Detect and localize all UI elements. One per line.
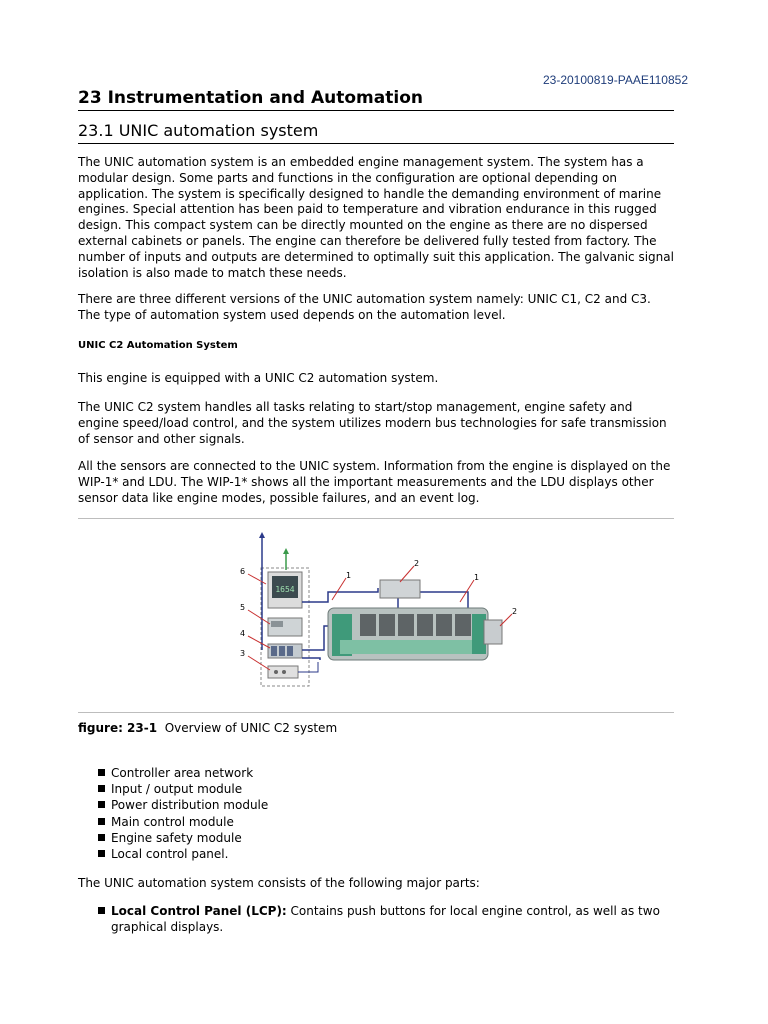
figure-caption-text: Overview of UNIC C2 system	[164, 721, 338, 735]
document-id: 23-20100819-PAAE110852	[542, 73, 688, 87]
list-item: Controller area network	[98, 765, 268, 781]
paragraph-c2-tasks	[78, 400, 678, 447]
list-item: Local control panel.	[98, 846, 268, 862]
callout-leader	[248, 610, 270, 624]
callout-label: 2	[414, 559, 420, 568]
callout-label: 1	[474, 573, 480, 582]
callout-label: 3	[240, 649, 246, 658]
paragraph-major-parts	[78, 876, 678, 892]
paragraph-intro	[78, 155, 678, 281]
bullet-icon	[98, 769, 105, 776]
module-detail	[287, 646, 293, 656]
chapter-heading: 23 Instrumentation and Automation	[78, 88, 674, 111]
text-line: The UNIC automation system consists of the following major parts:	[78, 876, 480, 890]
lcp-description-continued: graphical displays.	[111, 920, 224, 934]
paragraph-sensors	[78, 459, 678, 506]
bus-line	[302, 588, 378, 602]
text-line: The UNIC C2 system handles all tasks relating to start/stop management, engine safety and	[78, 400, 633, 414]
section-heading: 23.1 UNIC automation system	[78, 121, 674, 144]
callout-label: 1	[346, 571, 352, 580]
display-readout: 1654	[275, 585, 295, 594]
figure-caption	[78, 721, 337, 735]
unic-c2-overview-figure	[228, 530, 540, 698]
callout-leader	[248, 656, 270, 670]
module-detail	[271, 646, 277, 656]
text-line: design. This compact system can be directly mounted on the engine as there are no dispersed	[78, 218, 648, 233]
button-icon	[282, 670, 286, 674]
text-line: All the sensors are connected to the UNIC system. Information from the engine is displayed on the	[78, 459, 671, 473]
cylinder-head	[417, 614, 433, 636]
cylinder-head	[398, 614, 414, 636]
bullet-icon	[98, 818, 105, 825]
cylinder-head	[436, 614, 452, 636]
text-line: There are three different versions of the UNIC automation system namely: UNIC C1, C2 and C3.	[78, 292, 651, 306]
button-icon	[274, 670, 278, 674]
paragraph-versions	[78, 292, 678, 324]
text-line: engines. Special attention has been paid to temperature and vibration endurance in this rugged	[78, 202, 657, 217]
callout-leader	[332, 578, 346, 600]
callout-label: 4	[240, 629, 246, 638]
arrow-up-icon	[259, 532, 265, 538]
bullet-icon	[98, 785, 105, 792]
list-item: Power distribution module	[98, 797, 268, 813]
bullet-icon	[98, 834, 105, 841]
figure-top-rule	[78, 518, 674, 519]
text-line: number of inputs and outputs are determined to optimally suit this application. The galvanic signal	[78, 249, 674, 264]
text-line: This engine is equipped with a UNIC C2 automation system.	[78, 371, 439, 385]
bullet-icon	[98, 801, 105, 808]
callout-label: 2	[512, 607, 518, 616]
callout-leader	[248, 636, 270, 648]
figure-bottom-rule	[78, 712, 674, 713]
text-line: application. The system is specifically designed to handle the demanding environment of marine	[78, 186, 662, 201]
cylinder-head	[455, 614, 471, 636]
lcp-description: Contains push buttons for local engine control, as well as two	[286, 904, 660, 918]
callout-leader	[248, 574, 266, 584]
list-item-lcp	[98, 903, 660, 935]
cylinder-head	[360, 614, 376, 636]
bullet-icon	[98, 907, 105, 914]
text-line: engine speed/load control, and the system utilizes modern bus technologies for safe transmission	[78, 415, 667, 430]
engine-base	[340, 640, 480, 654]
text-line: WIP-1* and LDU. The WIP-1* shows all the important measurements and the LDU displays other	[78, 474, 654, 489]
module-detail	[271, 621, 283, 627]
arrow-up-icon	[283, 548, 289, 554]
subheading-unic-c2: UNIC C2 Automation System	[78, 340, 238, 351]
module-detail	[279, 646, 285, 656]
list-item: Engine safety module	[98, 830, 268, 846]
lcp-term: Local Control Panel (LCP):	[111, 904, 287, 918]
text-line: sensor data like engine modes, possible failures, and an event log.	[78, 490, 480, 505]
main-control-module	[380, 580, 420, 598]
list-item: Input / output module	[98, 781, 268, 797]
text-line: external cabinets or panels. The engine can therefore be delivered fully tested from factory. The	[78, 233, 657, 248]
callout-label: 5	[240, 603, 246, 612]
cylinder-head	[379, 614, 395, 636]
figure-label: figure: 23-1	[78, 721, 158, 735]
text-line: isolation is also made to match these needs.	[78, 265, 347, 280]
callout-leader	[460, 580, 474, 602]
text-line: The type of automation system used depends on the automation level.	[78, 307, 506, 322]
system-diagram	[228, 530, 540, 698]
callout-label: 6	[240, 567, 246, 576]
text-line: of sensor and other signals.	[78, 431, 245, 446]
bullet-icon	[98, 850, 105, 857]
paragraph-equipped	[78, 371, 678, 387]
component-list	[98, 765, 268, 862]
list-item: Main control module	[98, 814, 268, 830]
text-line: The UNIC automation system is an embedded engine management system. The system has a	[78, 155, 644, 169]
text-line: modular design. Some parts and functions in the configuration are optional depending on	[78, 170, 618, 185]
bus-line	[302, 658, 320, 660]
engine-safety-module	[484, 620, 502, 644]
bus-line	[298, 662, 318, 672]
